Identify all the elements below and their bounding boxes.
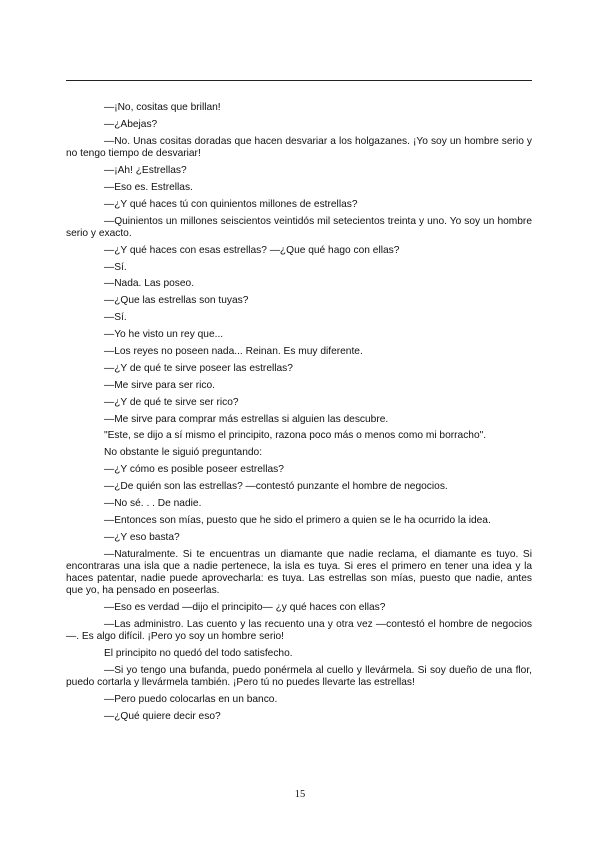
paragraph: —¡Ah! ¿Estrellas? — [104, 164, 187, 176]
paragraph: —Me sirve para ser rico. — [104, 379, 215, 391]
page-number: 15 — [294, 789, 306, 800]
paragraph: —Si yo tengo una bufanda, puedo ponérmela al cuello y llevármela. Si soy dueño de una flor, puedo cortarla y llevármela también. ¡Pero tú no puedes llevarte las estrellas! — [66, 665, 532, 689]
paragraph: —Eso es verdad —dijo el principito— ¿y qué haces con ellas? — [104, 602, 386, 614]
paragraph: —¡No, cositas que brillan! — [104, 102, 221, 113]
paragraph: —¿Y eso basta? — [104, 531, 180, 543]
paragraph: "Este, se dijo a sí mismo el principito, razona poco más o menos como mi borracho". — [104, 430, 487, 442]
paragraph: No obstante le siguió preguntando: — [104, 447, 263, 459]
paragraph: —¿Qué quiere decir eso? — [104, 711, 221, 723]
paragraph: —Me sirve para comprar más estrellas si alguien las descubre. — [104, 413, 389, 425]
paragraph: —¿Y qué haces tú con quinientos millones de estrellas? — [104, 198, 358, 210]
paragraph: —¿Y cómo es posible poseer estrellas? — [104, 464, 284, 476]
paragraph: —¿Y qué haces con esas estrellas? —¿Que qué hago con ellas? — [104, 244, 400, 256]
paragraph: —Las administro. Las cuento y las recuento una y otra vez —contestó el hombre de negocios—. Es algo difícil. ¡Pero yo soy un hombre serio! — [66, 619, 532, 643]
paragraph: —Naturalmente. Si te encuentras un diamante que nadie reclama, el diamante es tuyo. Si encontraras una isla que a nadie pertenece, la isla es tuya. Si eres el primero en tener una idea y la haces patentar, nadie puede aprovecharla: es tuya. Las estrellas son mías, puesto que nadie, antes que yo, ha pensado en poseerlas. — [66, 548, 532, 597]
paragraph: —Nada. Las poseo. — [104, 278, 195, 290]
paragraph: —Los reyes no poseen nada... Reinan. Es muy diferente. — [104, 345, 363, 357]
paragraph: —No. Unas cositas doradas que hacen desvariar a los holgazanes. ¡Yo soy un hombre serio y no tengo tiempo de desvariar! — [66, 135, 532, 159]
page-body — [66, 102, 532, 728]
header-rule — [66, 80, 532, 81]
paragraph: —Entonces son mías, puesto que he sido el primero a quien se le ha ocurrido la idea. — [104, 514, 491, 526]
paragraph: —No sé. . . De nadie. — [104, 498, 202, 509]
paragraph: —Yo he visto un rey que... — [104, 329, 224, 341]
paragraph: —Sí. — [104, 312, 127, 324]
paragraph: El principito no quedó del todo satisfecho. — [104, 648, 293, 660]
paragraph: —Pero puedo colocarlas en un banco. — [104, 694, 278, 706]
paragraph: —Eso es. Estrellas. — [104, 181, 193, 193]
paragraph: —¿Y de qué te sirve poseer las estrellas? — [104, 362, 293, 374]
paragraph: —¿Que las estrellas son tuyas? — [104, 295, 249, 307]
paragraph: —¿De quién son las estrellas? —contestó punzante el hombre de negocios. — [104, 481, 448, 493]
paragraph: —¿Y de qué te sirve ser rico? — [104, 396, 239, 408]
paragraph: —Quinientos un millones seiscientos veintidós mil setecientos treinta y uno. Yo soy un hombre serio y exacto. — [66, 215, 532, 239]
paragraph: —¿Abejas? — [104, 118, 158, 130]
paragraph: —Sí. — [104, 261, 127, 273]
